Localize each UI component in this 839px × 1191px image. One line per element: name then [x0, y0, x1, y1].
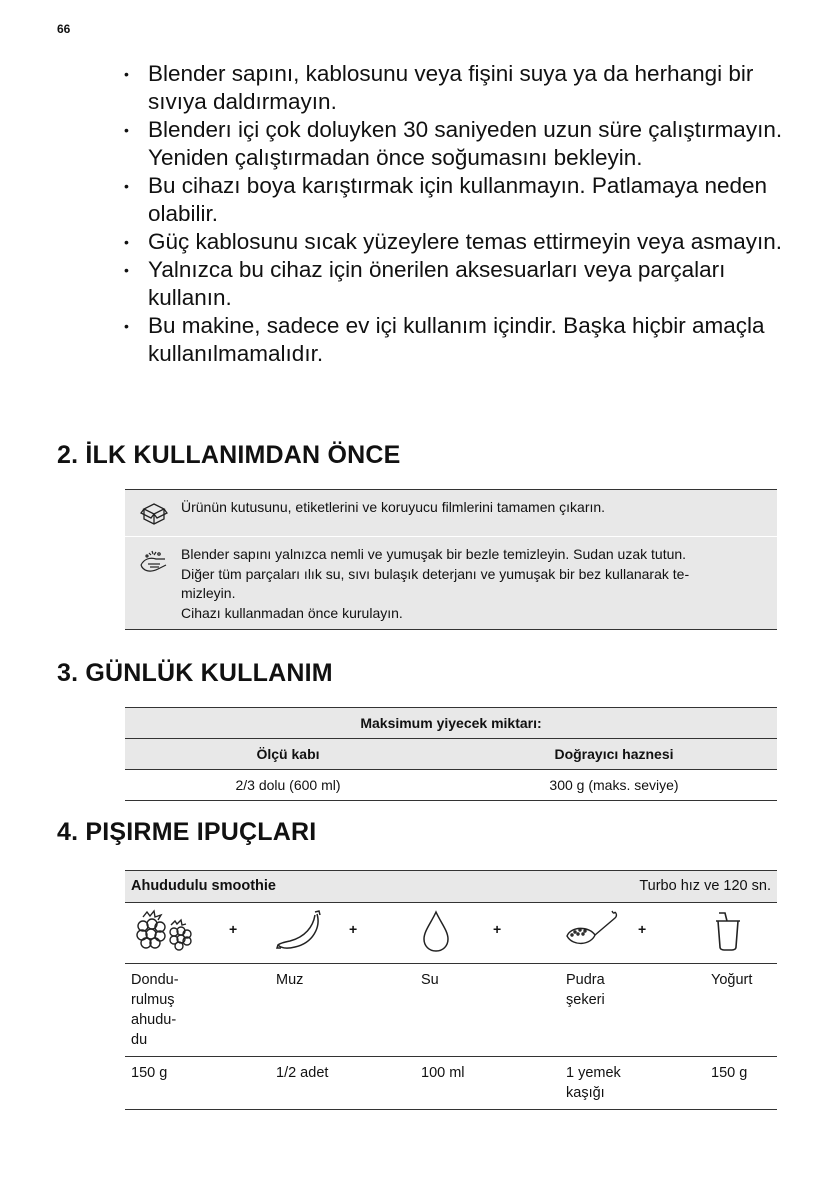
before-first-use-box [125, 489, 777, 630]
bullet-item: • Güç kablosunu sıcak yüzeylere temas ettirmeyin veya asmayın. [120, 228, 800, 256]
plus-sign: + [229, 921, 238, 937]
box-text-line: Cihazı kullanmadan önce kurulayın. [181, 604, 403, 621]
ingredient-amount [415, 1057, 560, 1109]
box-text-line: Diğer tüm parçaları ılık su, sıvı bulaşık deterjanı ve yumuşak bir bez kullanarak te- [181, 565, 690, 582]
table-cell: 2/3 dolu (600 ml) [235, 777, 341, 793]
banana-icon [275, 909, 325, 957]
cleaning-row [125, 536, 777, 629]
water-drop-icon [421, 909, 451, 957]
raspberry-icon [133, 909, 195, 959]
column-header: Doğrayıcı haznesi [554, 746, 674, 762]
recipe-setting: Turbo hız ve 120 sn. [639, 878, 771, 894]
ingredient-name [125, 964, 270, 1056]
box-text-line: mizleyin. [181, 585, 236, 601]
ingredient-amounts-row [125, 1057, 777, 1110]
name-line: du [131, 1032, 148, 1048]
name-line: rulmuş [131, 992, 175, 1008]
recipe-name: Ahududulu smoothie [131, 878, 276, 894]
plus-sign: + [638, 921, 647, 937]
ingredient-name [560, 964, 705, 1056]
box-text-line: Ürünün kutusunu, etiketlerini ve koruyucu filmlerini tamamen çıkarın. [181, 499, 606, 515]
unpack-row [125, 490, 777, 536]
ingredient-amount [270, 1057, 415, 1109]
table-row [125, 770, 777, 801]
sugar-spoon-icon [565, 909, 621, 957]
plus-sign: + [493, 921, 502, 937]
ingredient-name [705, 964, 777, 1056]
bullet-item: • Bu cihazı boya karıştırmak için kullanmayın. Patlamaya neden olabilir. [120, 172, 800, 228]
safety-bullet-list [120, 60, 800, 368]
name-line: Dondu- [131, 972, 179, 988]
ingredient-names-row [125, 964, 777, 1057]
recipe-table [125, 870, 777, 1110]
box-unpack-icon [131, 498, 177, 530]
ingredient-icons-row [125, 903, 777, 964]
bullet-item: • Yalnızca bu cihaz için önerilen aksesuarları veya parçaları kullanın. [120, 256, 800, 312]
recipe-header [125, 871, 777, 903]
bullet-item: • Blender sapını, kablosunu veya fişini suya ya da herhangi bir sıvıya daldırmayın. [120, 60, 800, 116]
ingredient-name [270, 964, 415, 1056]
ingredient-amount [705, 1057, 777, 1109]
yogurt-cup-icon [714, 909, 742, 957]
table-title: Maksimum yiyecek miktarı: [360, 715, 542, 731]
section-3-title: 3. GÜNLÜK KULLANIM [57, 659, 333, 687]
page-number: 66 [57, 22, 71, 36]
amount-line: kaşığı [566, 1085, 605, 1101]
ingredient-amount [560, 1057, 705, 1109]
name-line: şekeri [566, 992, 605, 1008]
bullet-item: • Blenderı içi çok doluyken 30 saniyeden uzun süre çalıştırmayın. Yeniden çalıştırmadan önce soğumasını bekleyin. [120, 116, 800, 172]
cleaning-hand-icon [131, 545, 177, 623]
ingredient-name [415, 964, 560, 1056]
table-title-row [125, 708, 777, 739]
amount-line: 1/2 adet [276, 1065, 329, 1081]
bullet-item: • Bu makine, sadece ev içi kullanım içindir. Başka hiçbir amaçla kullanılmamalıdır. [120, 312, 800, 368]
amount-line: 150 g [131, 1065, 168, 1081]
amount-line: 150 g [711, 1065, 748, 1081]
section-4-title: 4. PIŞIRME IPUÇLARI [57, 818, 317, 846]
ingredient-amount [125, 1057, 270, 1109]
name-line: Pudra [566, 972, 605, 988]
amount-line: 1 yemek [566, 1065, 621, 1081]
plus-sign: + [349, 921, 358, 937]
column-header: Ölçü kabı [256, 746, 320, 762]
name-line: ahudu- [131, 1012, 177, 1028]
amount-line: 100 ml [421, 1065, 465, 1081]
name-line: Muz [276, 972, 304, 988]
table-cell: 300 g (maks. seviye) [549, 777, 679, 793]
name-line: Yoğurt [711, 972, 753, 988]
table-header-row [125, 739, 777, 770]
capacity-table [125, 707, 777, 801]
section-2-title: 2. İLK KULLANIMDAN ÖNCE [57, 441, 401, 469]
name-line: Su [421, 972, 439, 988]
box-text-line: Blender sapını yalnızca nemli ve yumuşak bir bezle temizleyin. Sudan uzak tutun. [181, 546, 687, 562]
